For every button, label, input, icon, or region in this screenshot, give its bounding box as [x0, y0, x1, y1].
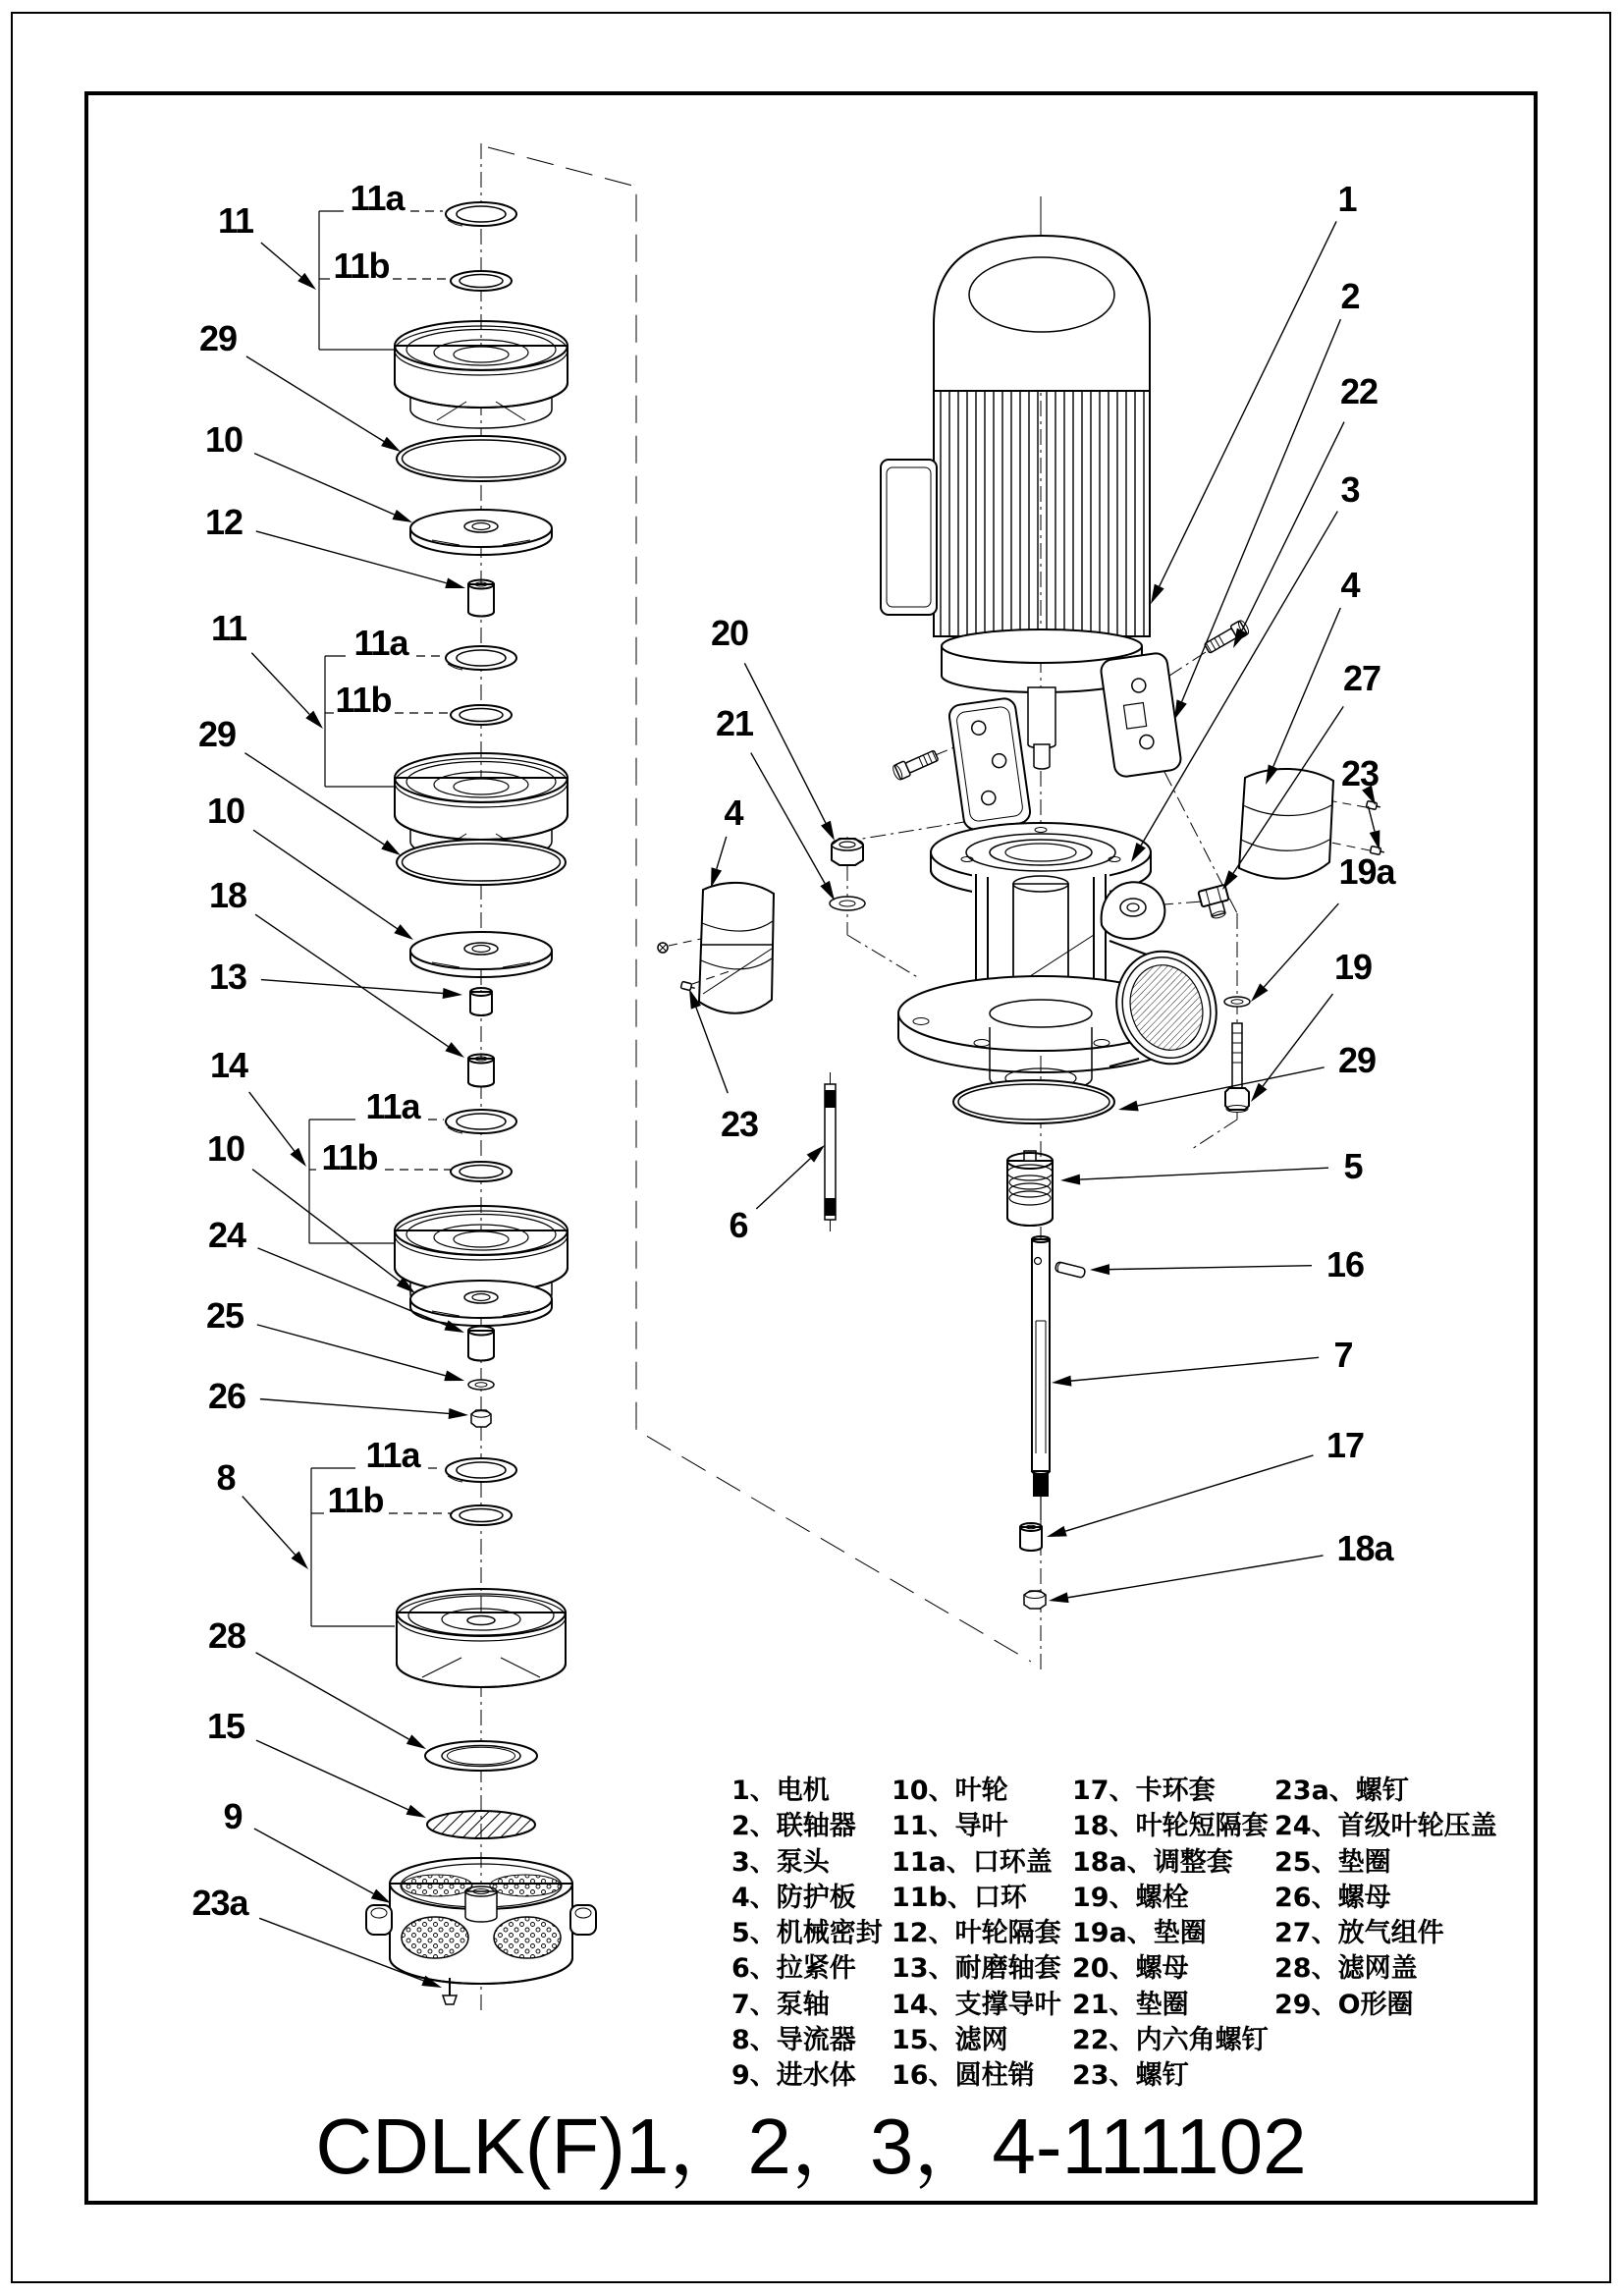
callout-23a-l: 23a — [191, 1883, 248, 1923]
parts-list-item-13: 13、耐磨轴套 — [892, 1953, 1061, 1985]
parts-list-item-11: 11、导叶 — [892, 1811, 1008, 1842]
mechanical-seal-5 — [1007, 1151, 1053, 1226]
vent-assembly-27 — [1198, 885, 1232, 921]
strainer-cover-28 — [425, 1741, 537, 1771]
parts-list-column-3 — [1072, 1774, 1269, 2095]
o-ring-29-1 — [397, 436, 566, 481]
screw-23-left-2 — [680, 981, 695, 991]
callout-11a-g1: 11a — [350, 178, 405, 218]
callout-10-g1: 10 — [204, 419, 243, 460]
parts-list-item-23a: 23a、螺钉 — [1274, 1776, 1409, 1806]
callout-19a: 19a — [1338, 851, 1395, 892]
callout-17: 17 — [1325, 1425, 1365, 1465]
callout-27: 27 — [1342, 658, 1381, 698]
tie-rod-6 — [825, 1072, 836, 1231]
guard-plate-left-4 — [699, 883, 774, 1013]
wear-sleeve-13 — [470, 988, 492, 1015]
seal-ring-11b-3 — [451, 1162, 512, 1181]
washer-19a — [1224, 997, 1250, 1007]
adjust-sleeve-18a — [1024, 1591, 1046, 1609]
callout-4-r: 4 — [1340, 565, 1360, 605]
callout-11-g1: 11 — [217, 200, 254, 241]
parts-list-item-22: 22、内六角螺钉 — [1072, 2025, 1269, 2056]
parts-list-item-11a: 11a、口环盖 — [892, 1846, 1053, 1878]
parts-list-item-3: 3、泵头 — [731, 1846, 830, 1878]
callout-20: 20 — [710, 613, 749, 653]
parts-list-item-16: 16、圆柱销 — [892, 2060, 1035, 2092]
parts-list-item-18: 18、叶轮短隔套 — [1072, 1811, 1269, 1842]
callout-5: 5 — [1343, 1146, 1363, 1186]
callout-16: 16 — [1325, 1244, 1365, 1285]
parts-list-item-12: 12、叶轮隔套 — [892, 1918, 1061, 1949]
suction-port — [1103, 938, 1231, 1076]
parts-list-item-2: 2、联轴器 — [731, 1811, 856, 1842]
parts-list-item-19a: 19a、垫圈 — [1072, 1918, 1207, 1949]
callout-21: 21 — [715, 703, 754, 743]
callout-24: 24 — [207, 1215, 246, 1255]
parts-list-item-6: 6、拉紧件 — [731, 1953, 856, 1985]
callout-7: 7 — [1333, 1335, 1353, 1375]
callout-23-r: 23 — [1340, 753, 1380, 793]
parts-list-item-11b: 11b、口环 — [892, 1882, 1027, 1913]
callout-11a-g2: 11a — [353, 623, 408, 663]
parts-list-item-20: 20、螺母 — [1072, 1953, 1189, 1985]
parts-list-item-1: 1、电机 — [731, 1776, 830, 1806]
nut-20 — [832, 839, 863, 865]
o-ring-29-2 — [397, 840, 566, 885]
callout-11-g2: 11 — [210, 608, 247, 648]
parts-list-column-4 — [1274, 1774, 1497, 2023]
callout-18: 18 — [208, 875, 247, 915]
coupling-half-left-2 — [947, 697, 1031, 831]
parts-list-item-25: 25、垫圈 — [1274, 1846, 1391, 1878]
parts-list-item-21: 21、垫圈 — [1072, 1989, 1189, 2020]
coupling-half-right-2 — [1100, 652, 1182, 778]
seal-ring-cover-11a-2 — [446, 646, 516, 670]
callout-13: 13 — [208, 957, 247, 997]
parts-list-item-23: 23、螺钉 — [1072, 2060, 1189, 2092]
parts-list-item-17: 17、卡环套 — [1072, 1776, 1216, 1806]
parts-list-item-14: 14、支撑导叶 — [892, 1989, 1061, 2020]
callout-15: 15 — [206, 1706, 245, 1746]
callout-14: 14 — [209, 1045, 248, 1085]
parts-list-item-19: 19、螺栓 — [1072, 1882, 1189, 1913]
callout-11a-g4: 11a — [365, 1435, 420, 1475]
impeller-spacer-12 — [468, 580, 494, 617]
inlet-body-9 — [366, 1858, 596, 1984]
callout-12: 12 — [204, 502, 243, 542]
parts-list-column-2 — [892, 1774, 1061, 2095]
callout-11b-g2: 11b — [335, 680, 392, 720]
nut-26 — [471, 1410, 491, 1427]
callout-28: 28 — [207, 1615, 246, 1656]
callout-29-r: 29 — [1337, 1040, 1377, 1080]
callout-29-g2: 29 — [197, 714, 237, 754]
parts-list-item-18a: 18a、调整套 — [1072, 1846, 1233, 1878]
impeller-short-spacer-18 — [468, 1055, 494, 1087]
callout-26: 26 — [207, 1376, 246, 1416]
bolt-19 — [1225, 1023, 1249, 1113]
screw-23-right-dashes — [1331, 801, 1370, 850]
o-ring-29-pump — [953, 1080, 1114, 1123]
projection-bolt22a — [1166, 652, 1206, 678]
callout-22: 22 — [1339, 371, 1379, 411]
callout-2: 2 — [1340, 276, 1360, 316]
parts-list-item-7: 7、泵轴 — [731, 1989, 830, 2020]
parts-list-item-27: 27、放气组件 — [1274, 1918, 1444, 1949]
collar-sleeve-17 — [1020, 1523, 1042, 1551]
pump-head-3 — [898, 823, 1230, 1092]
callout-11b-g4: 11b — [327, 1480, 384, 1520]
callout-10-g3: 10 — [206, 1128, 245, 1169]
callout-10-g2: 10 — [206, 791, 245, 831]
callout-18a: 18a — [1336, 1528, 1393, 1568]
guard-plate-right-4 — [1239, 769, 1333, 879]
callout-19: 19 — [1333, 947, 1373, 987]
seal-ring-11b-1 — [451, 271, 512, 291]
callout-3: 3 — [1340, 469, 1360, 510]
parts-list-item-29: 29、O形圈 — [1274, 1989, 1414, 2020]
washer-21 — [830, 897, 865, 910]
seal-ring-cover-11a-3 — [446, 1110, 516, 1133]
callout-11b-g1: 11b — [333, 246, 390, 286]
cylindrical-pin-16 — [1055, 1262, 1086, 1279]
drawing-title: CDLK(F)1，2，3，4-111102 — [315, 2103, 1307, 2190]
callout-11b-g3: 11b — [321, 1137, 378, 1177]
parts-list-item-4: 4、防护板 — [731, 1882, 856, 1913]
screw-23-left-1 — [658, 943, 668, 953]
parts-list-item-15: 15、滤网 — [892, 2025, 1008, 2056]
seal-ring-11b-2 — [451, 705, 512, 725]
callout-9: 9 — [223, 1796, 243, 1836]
callout-4-c: 4 — [724, 793, 743, 833]
seal-ring-11b-4 — [451, 1505, 512, 1525]
first-stage-impeller-cap-24 — [468, 1327, 494, 1361]
parts-list-item-8: 8、导流器 — [731, 2025, 856, 2056]
callout-6: 6 — [729, 1205, 748, 1245]
callout-8: 8 — [216, 1457, 236, 1498]
washer-25 — [468, 1380, 494, 1390]
parts-list-item-28: 28、滤网盖 — [1274, 1953, 1418, 1985]
callout-11a-g3: 11a — [365, 1086, 420, 1126]
pump-shaft-7 — [1032, 1236, 1050, 1520]
parts-list-item-24: 24、首级叶轮压盖 — [1274, 1811, 1497, 1842]
parts-list-item-26: 26、螺母 — [1274, 1882, 1391, 1913]
seal-ring-cover-11a-4 — [446, 1458, 516, 1482]
callout-1: 1 — [1337, 179, 1357, 219]
callout-29-g1: 29 — [198, 318, 238, 358]
strainer-15 — [427, 1811, 535, 1838]
parts-list-item-9: 9、进水体 — [731, 2060, 856, 2092]
hex-socket-screw-22b — [892, 748, 940, 782]
parts-list-column-1 — [731, 1774, 883, 2095]
parts-list-item-5: 5、机械密封 — [731, 1918, 883, 1949]
hex-socket-screw-22a — [1203, 619, 1250, 655]
callout-23-c: 23 — [720, 1104, 759, 1144]
seal-ring-cover-11a-1 — [446, 202, 516, 226]
callout-25: 25 — [205, 1295, 244, 1336]
parts-list-item-10: 10、叶轮 — [892, 1776, 1008, 1806]
motor-junction-box — [881, 460, 937, 615]
